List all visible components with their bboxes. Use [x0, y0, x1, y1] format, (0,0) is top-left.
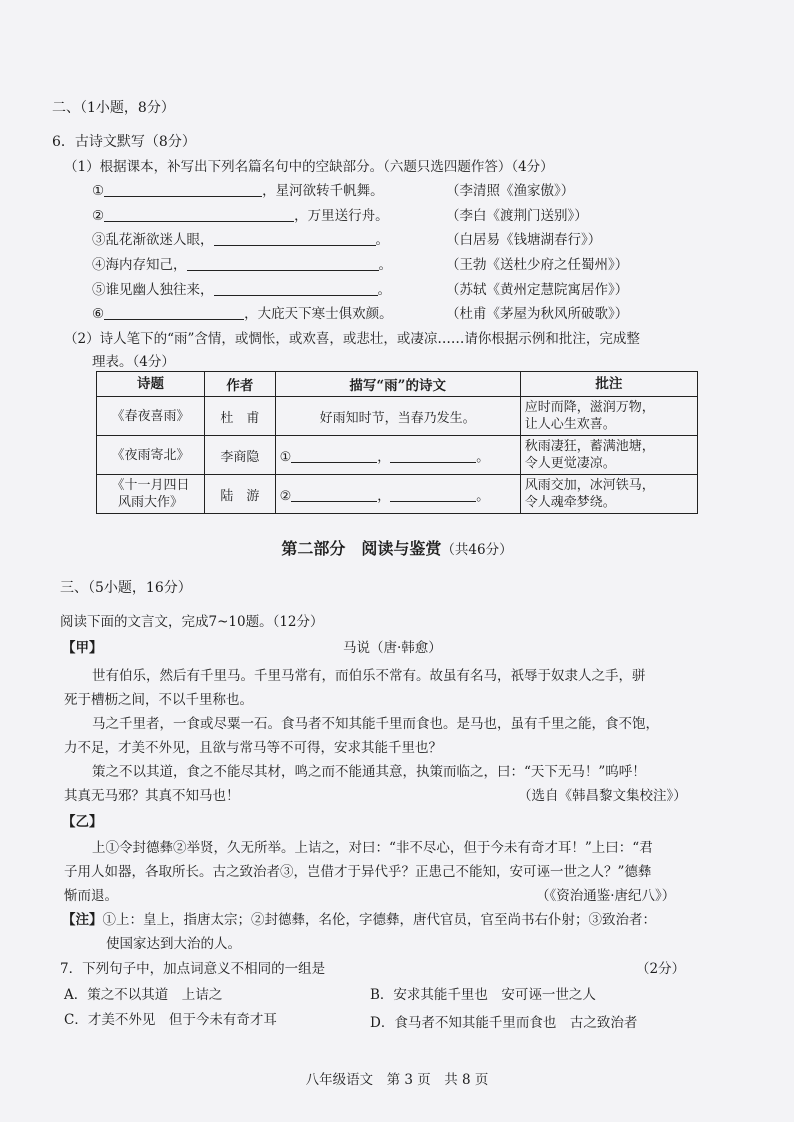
rain-poem-table: [96, 371, 698, 514]
reading-intro: 阅读下面的文言文，完成7~10题。（12分）: [60, 614, 324, 630]
table-row: [97, 475, 698, 514]
answer-blank[interactable]: [291, 487, 377, 502]
answer-blank[interactable]: [214, 281, 378, 296]
passage-yi-line3: 惭而退。: [64, 888, 118, 904]
answer-blank[interactable]: [187, 256, 379, 271]
passage-jia-label: 【甲】: [62, 640, 103, 656]
poem-verse: 好雨知时节，当春乃发生。: [275, 397, 520, 436]
option-d[interactable]: D．食马者不知其能千里而食也 古之致治者: [370, 1015, 638, 1031]
passage-yi-label: 【乙】: [62, 814, 103, 830]
fill-line-3-source: （白居易《钱塘湖春行》）: [446, 232, 602, 248]
question-6-2-line-1: （2）诗人笔下的“雨”含情，或惆怅，或欢喜，或悲壮，或凄凉……请你根据示例和批注，完成整: [64, 331, 640, 347]
fill-line-3: ③乱花渐欲迷人眼， 。: [92, 232, 389, 248]
poem-note: 风雨交加，冰河铁马， 令人魂牵梦绕。: [520, 475, 697, 514]
fill-line-6-source: （杜甫《茅屋为秋风所破歌》）: [446, 306, 629, 322]
poem-author: 李商隐: [205, 436, 276, 475]
fill-line-1: ① ，星河欲转千帆舞。: [92, 183, 384, 199]
annotation-label: 【注】: [62, 912, 103, 928]
fill-line-4: ④海内存知己， 。: [92, 257, 392, 273]
option-c[interactable]: C．才美不外见 但于今未有奇才耳: [64, 1012, 277, 1028]
passage-yi-source: （《资治通鉴·唐纪八》）: [536, 888, 676, 904]
table-header-cell: 描写“雨”的诗文: [275, 372, 520, 397]
fill-line-4-source: （王勃《送杜少府之任蜀州》）: [446, 257, 629, 273]
question-7-score: （2分）: [636, 961, 686, 977]
poem-note: 应时而降，滋润万物， 让人心生欢喜。: [520, 397, 697, 436]
table-header-cell: 诗题: [97, 372, 205, 397]
section-2-header: 二、（1小题，8分）: [52, 100, 175, 116]
poem-author: 陆 游: [205, 475, 276, 514]
question-6-2-line-2: 理表。（4分）: [92, 354, 175, 370]
part-2-heading: [0, 536, 794, 559]
fill-line-2-source: （李白《渡荆门送别》）: [446, 208, 588, 224]
question-6-1-intro: （1）根据课本，补写出下列名篇名句中的空缺部分。（六题只选四题作答）（4分）: [64, 159, 554, 175]
answer-blank[interactable]: [214, 231, 376, 246]
table-header-cell: 批注: [520, 372, 697, 397]
option-b[interactable]: B．安求其能千里也 安可诬一世之人: [370, 987, 596, 1003]
passage-jia-p3-line1: 策之不以其道，食之不能尽其材，鸣之而不能通其意，执策而临之，曰：“天下无马！”呜呼！: [92, 764, 646, 780]
answer-blank[interactable]: [104, 182, 262, 197]
answer-blank[interactable]: [390, 487, 476, 502]
annotation-line1: 【注】①上：皇上，指唐太宗；②封德彝，名伦，字德彝，唐代官员，官至尚书右仆射；③致治者：: [62, 912, 656, 928]
fill-line-5: ⑤谁见幽人独往来， 。: [92, 282, 391, 298]
page-footer: 八年级语文 第 3 页 共 8 页: [305, 1072, 489, 1088]
passage-jia-p2-line1: 马之千里者，一食或尽粟一石。食马者不知其能千里而食也。是马也，虽有千里之能，食不饱，: [92, 716, 659, 732]
poem-author: 杜 甫: [205, 397, 276, 436]
fill-line-2: ② ，万里送行舟。: [92, 208, 389, 224]
question-7-stem: 7．下列句子中，加点词意义不相同的一组是: [60, 961, 326, 977]
part-2-score: （共46分）: [441, 542, 513, 558]
fill-line-1-source: （李清照《渔家傲》）: [446, 183, 575, 199]
passage-yi-line2: 子用人如器，各取所长。古之致治者③，岂借才于异代乎？正患己不能知，安可诬一世之人？”德彝: [64, 864, 652, 880]
answer-blank[interactable]: [291, 448, 377, 463]
table-row: [97, 397, 698, 436]
poem-note: 秋雨凄狂，蓄满池塘， 令人更觉凄凉。: [520, 436, 697, 475]
passage-jia-title: 马说（唐·韩愈）: [343, 640, 442, 656]
passage-yi-line1: 上①令封德彝②举贤，久无所举。上诘之，对曰：“非不尽心，但于今未有奇才耳！”上曰：“君: [92, 840, 653, 856]
table-header-cell: 作者: [205, 372, 276, 397]
passage-jia-source: （选自《韩昌黎文集校注》）: [518, 788, 687, 804]
poem-title: 《十一月四日 风雨大作》: [97, 475, 205, 514]
fill-line-5-source: （苏轼《黄州定慧院寓居作》）: [446, 282, 629, 298]
annotation-line2: 使国家达到大治的人。: [106, 936, 241, 952]
poem-verse-blank: ② ， 。: [275, 475, 520, 514]
passage-jia-p3-line2: 其真无马邪？其真不知马也！: [64, 788, 240, 804]
passage-jia-p1-line1: 世有伯乐，然后有千里马。千里马常有，而伯乐不常有。故虽有名马，祇辱于奴隶人之手，骈: [92, 668, 646, 684]
table-header-row: [97, 372, 698, 397]
option-a[interactable]: A．策之不以其道 上诘之: [64, 987, 223, 1003]
answer-blank[interactable]: [104, 207, 294, 222]
poem-verse-blank: ① ， 。: [275, 436, 520, 475]
poem-title: 《春夜喜雨》: [97, 397, 205, 436]
part-2-title: 第二部分 阅读与鉴赏: [281, 539, 442, 558]
fill-line-6: ⑥ ，大庇天下寒士俱欢颜。: [92, 306, 393, 322]
section-3-header: 三、（5小题，16分）: [60, 580, 192, 596]
answer-blank[interactable]: [104, 305, 244, 320]
poem-title: 《夜雨寄北》: [97, 436, 205, 475]
question-6-title: 6．古诗文默写（8分）: [52, 134, 196, 150]
passage-jia-p1-line2: 死于槽枥之间，不以千里称也。: [64, 692, 253, 708]
passage-jia-p2-line2: 力不足，才美不外见，且欲与常马等不可得，安求其能千里也？: [64, 740, 442, 756]
answer-blank[interactable]: [390, 448, 476, 463]
table-row: [97, 436, 698, 475]
